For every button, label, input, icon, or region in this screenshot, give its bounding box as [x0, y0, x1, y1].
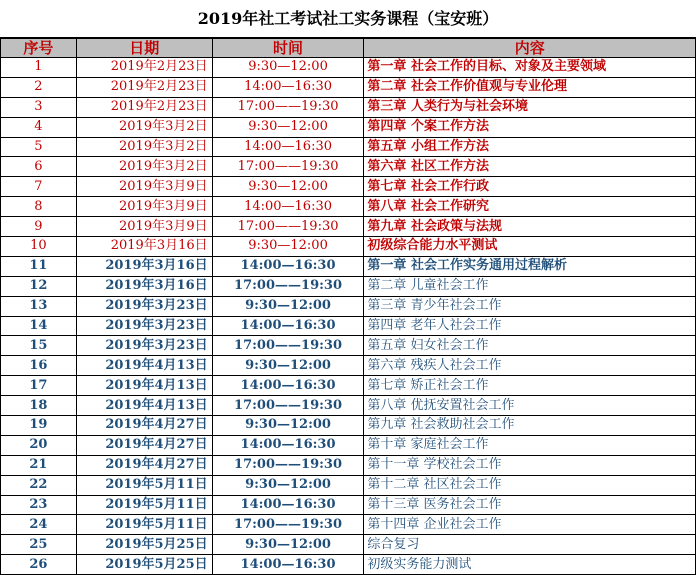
- table-row: [1, 177, 696, 197]
- row-date: 2019年5月25日: [76, 535, 212, 555]
- row-time: 17:00——19:30: [212, 97, 364, 117]
- row-content: 第十一章 学校社会工作: [364, 455, 696, 475]
- row-date: 2019年2月23日: [76, 58, 212, 78]
- header-content: 内容: [364, 39, 696, 58]
- row-date: 2019年3月23日: [76, 316, 212, 336]
- row-num: 13: [1, 296, 77, 316]
- row-time: 9:30—12:00: [212, 177, 364, 197]
- row-content: 综合复习: [364, 535, 696, 555]
- row-num: 11: [1, 256, 77, 276]
- table-row: [1, 276, 696, 296]
- row-num: 5: [1, 137, 77, 157]
- row-time: 9:30—12:00: [212, 356, 364, 376]
- header-num: 序号: [1, 39, 77, 58]
- row-num: 20: [1, 435, 77, 455]
- table-row: [1, 296, 696, 316]
- row-num: 26: [1, 555, 77, 575]
- row-time: 17:00——19:30: [212, 157, 364, 177]
- table-row: [1, 336, 696, 356]
- row-time: 9:30—12:00: [212, 535, 364, 555]
- table-row: [1, 515, 696, 535]
- row-num: 10: [1, 237, 77, 257]
- row-num: 22: [1, 475, 77, 495]
- row-num: 9: [1, 217, 77, 237]
- table-row: [1, 237, 696, 257]
- row-time: 17:00——19:30: [212, 515, 364, 535]
- row-date: 2019年3月2日: [76, 157, 212, 177]
- table-row: [1, 58, 696, 78]
- row-date: 2019年3月9日: [76, 177, 212, 197]
- header-date: 日期: [76, 39, 212, 58]
- row-time: 9:30—12:00: [212, 117, 364, 137]
- row-content: 初级实务能力测试: [364, 555, 696, 575]
- row-content: 第五章 妇女社会工作: [364, 336, 696, 356]
- table-row: [1, 396, 696, 416]
- row-content: 第十二章 社区社会工作: [364, 475, 696, 495]
- row-content: 第四章 个案工作方法: [364, 117, 696, 137]
- row-content: 第十四章 企业社会工作: [364, 515, 696, 535]
- table-row: [1, 197, 696, 217]
- header-row: [1, 39, 696, 58]
- row-content: 第六章 残疾人社会工作: [364, 356, 696, 376]
- row-num: 25: [1, 535, 77, 555]
- row-num: 16: [1, 356, 77, 376]
- row-time: 17:00——19:30: [212, 455, 364, 475]
- table-row: [1, 376, 696, 396]
- row-content: 第一章 社会工作的目标、对象及主要领域: [364, 58, 696, 78]
- row-date: 2019年3月23日: [76, 296, 212, 316]
- row-time: 9:30—12:00: [212, 58, 364, 78]
- row-date: 2019年3月2日: [76, 137, 212, 157]
- row-date: 2019年4月13日: [76, 396, 212, 416]
- row-date: 2019年4月13日: [76, 376, 212, 396]
- row-time: 14:00—16:30: [212, 435, 364, 455]
- schedule-table: [0, 38, 696, 575]
- row-content: 第九章 社会救助社会工作: [364, 416, 696, 436]
- row-time: 9:30—12:00: [212, 416, 364, 436]
- row-num: 21: [1, 455, 77, 475]
- row-content: 第三章 人类行为与社会环境: [364, 97, 696, 117]
- row-num: 3: [1, 97, 77, 117]
- row-num: 19: [1, 416, 77, 436]
- page-title: 2019年社工考试社工实务课程（宝安班）: [0, 0, 696, 38]
- row-num: 7: [1, 177, 77, 197]
- row-date: 2019年4月27日: [76, 416, 212, 436]
- row-time: 9:30—12:00: [212, 475, 364, 495]
- row-date: 2019年2月23日: [76, 77, 212, 97]
- row-num: 23: [1, 495, 77, 515]
- header-time: 时间: [212, 39, 364, 58]
- row-date: 2019年4月27日: [76, 435, 212, 455]
- row-time: 14:00—16:30: [212, 256, 364, 276]
- row-time: 14:00—16:30: [212, 197, 364, 217]
- row-content: 初级综合能力水平测试: [364, 237, 696, 257]
- row-content: 第七章 矫正社会工作: [364, 376, 696, 396]
- table-row: [1, 137, 696, 157]
- row-num: 14: [1, 316, 77, 336]
- row-date: 2019年4月13日: [76, 356, 212, 376]
- row-date: 2019年5月25日: [76, 555, 212, 575]
- row-date: 2019年3月9日: [76, 197, 212, 217]
- row-date: 2019年4月27日: [76, 455, 212, 475]
- row-num: 17: [1, 376, 77, 396]
- table-row: [1, 495, 696, 515]
- row-content: 第十章 家庭社会工作: [364, 435, 696, 455]
- row-content: 第二章 儿童社会工作: [364, 276, 696, 296]
- row-date: 2019年5月11日: [76, 475, 212, 495]
- row-num: 6: [1, 157, 77, 177]
- row-content: 第二章 社会工作价值观与专业伦理: [364, 77, 696, 97]
- row-date: 2019年3月16日: [76, 276, 212, 296]
- row-content: 第六章 社区工作方法: [364, 157, 696, 177]
- row-time: 14:00—16:30: [212, 495, 364, 515]
- row-content: 第十三章 医务社会工作: [364, 495, 696, 515]
- row-date: 2019年3月2日: [76, 117, 212, 137]
- row-content: 第七章 社会工作行政: [364, 177, 696, 197]
- schedule-body: [1, 58, 696, 575]
- row-time: 14:00—16:30: [212, 137, 364, 157]
- row-date: 2019年3月23日: [76, 336, 212, 356]
- row-num: 18: [1, 396, 77, 416]
- table-row: [1, 256, 696, 276]
- table-row: [1, 97, 696, 117]
- row-time: 14:00—16:30: [212, 316, 364, 336]
- row-content: 第八章 优抚安置社会工作: [364, 396, 696, 416]
- row-date: 2019年3月16日: [76, 256, 212, 276]
- row-num: 4: [1, 117, 77, 137]
- row-time: 17:00——19:30: [212, 336, 364, 356]
- row-time: 17:00——19:30: [212, 276, 364, 296]
- row-time: 17:00——19:30: [212, 396, 364, 416]
- row-content: 第五章 小组工作方法: [364, 137, 696, 157]
- row-content: 第九章 社会政策与法规: [364, 217, 696, 237]
- table-row: [1, 455, 696, 475]
- table-row: [1, 157, 696, 177]
- table-row: [1, 555, 696, 575]
- row-content: 第一章 社会工作实务通用过程解析: [364, 256, 696, 276]
- row-date: 2019年3月16日: [76, 237, 212, 257]
- row-time: 9:30—12:00: [212, 296, 364, 316]
- row-num: 12: [1, 276, 77, 296]
- table-row: [1, 77, 696, 97]
- row-time: 17:00——19:30: [212, 217, 364, 237]
- row-num: 1: [1, 58, 77, 78]
- table-row: [1, 316, 696, 336]
- table-row: [1, 217, 696, 237]
- table-row: [1, 475, 696, 495]
- row-time: 14:00—16:30: [212, 376, 364, 396]
- row-num: 24: [1, 515, 77, 535]
- row-date: 2019年5月11日: [76, 515, 212, 535]
- row-content: 第三章 青少年社会工作: [364, 296, 696, 316]
- table-row: [1, 117, 696, 137]
- row-date: 2019年3月9日: [76, 217, 212, 237]
- table-row: [1, 416, 696, 436]
- row-date: 2019年5月11日: [76, 495, 212, 515]
- row-time: 9:30—12:00: [212, 237, 364, 257]
- row-content: 第四章 老年人社会工作: [364, 316, 696, 336]
- table-row: [1, 356, 696, 376]
- row-num: 15: [1, 336, 77, 356]
- row-date: 2019年2月23日: [76, 97, 212, 117]
- row-content: 第八章 社会工作研究: [364, 197, 696, 217]
- row-num: 2: [1, 77, 77, 97]
- row-time: 14:00—16:30: [212, 77, 364, 97]
- row-num: 8: [1, 197, 77, 217]
- table-row: [1, 435, 696, 455]
- row-time: 14:00—16:30: [212, 555, 364, 575]
